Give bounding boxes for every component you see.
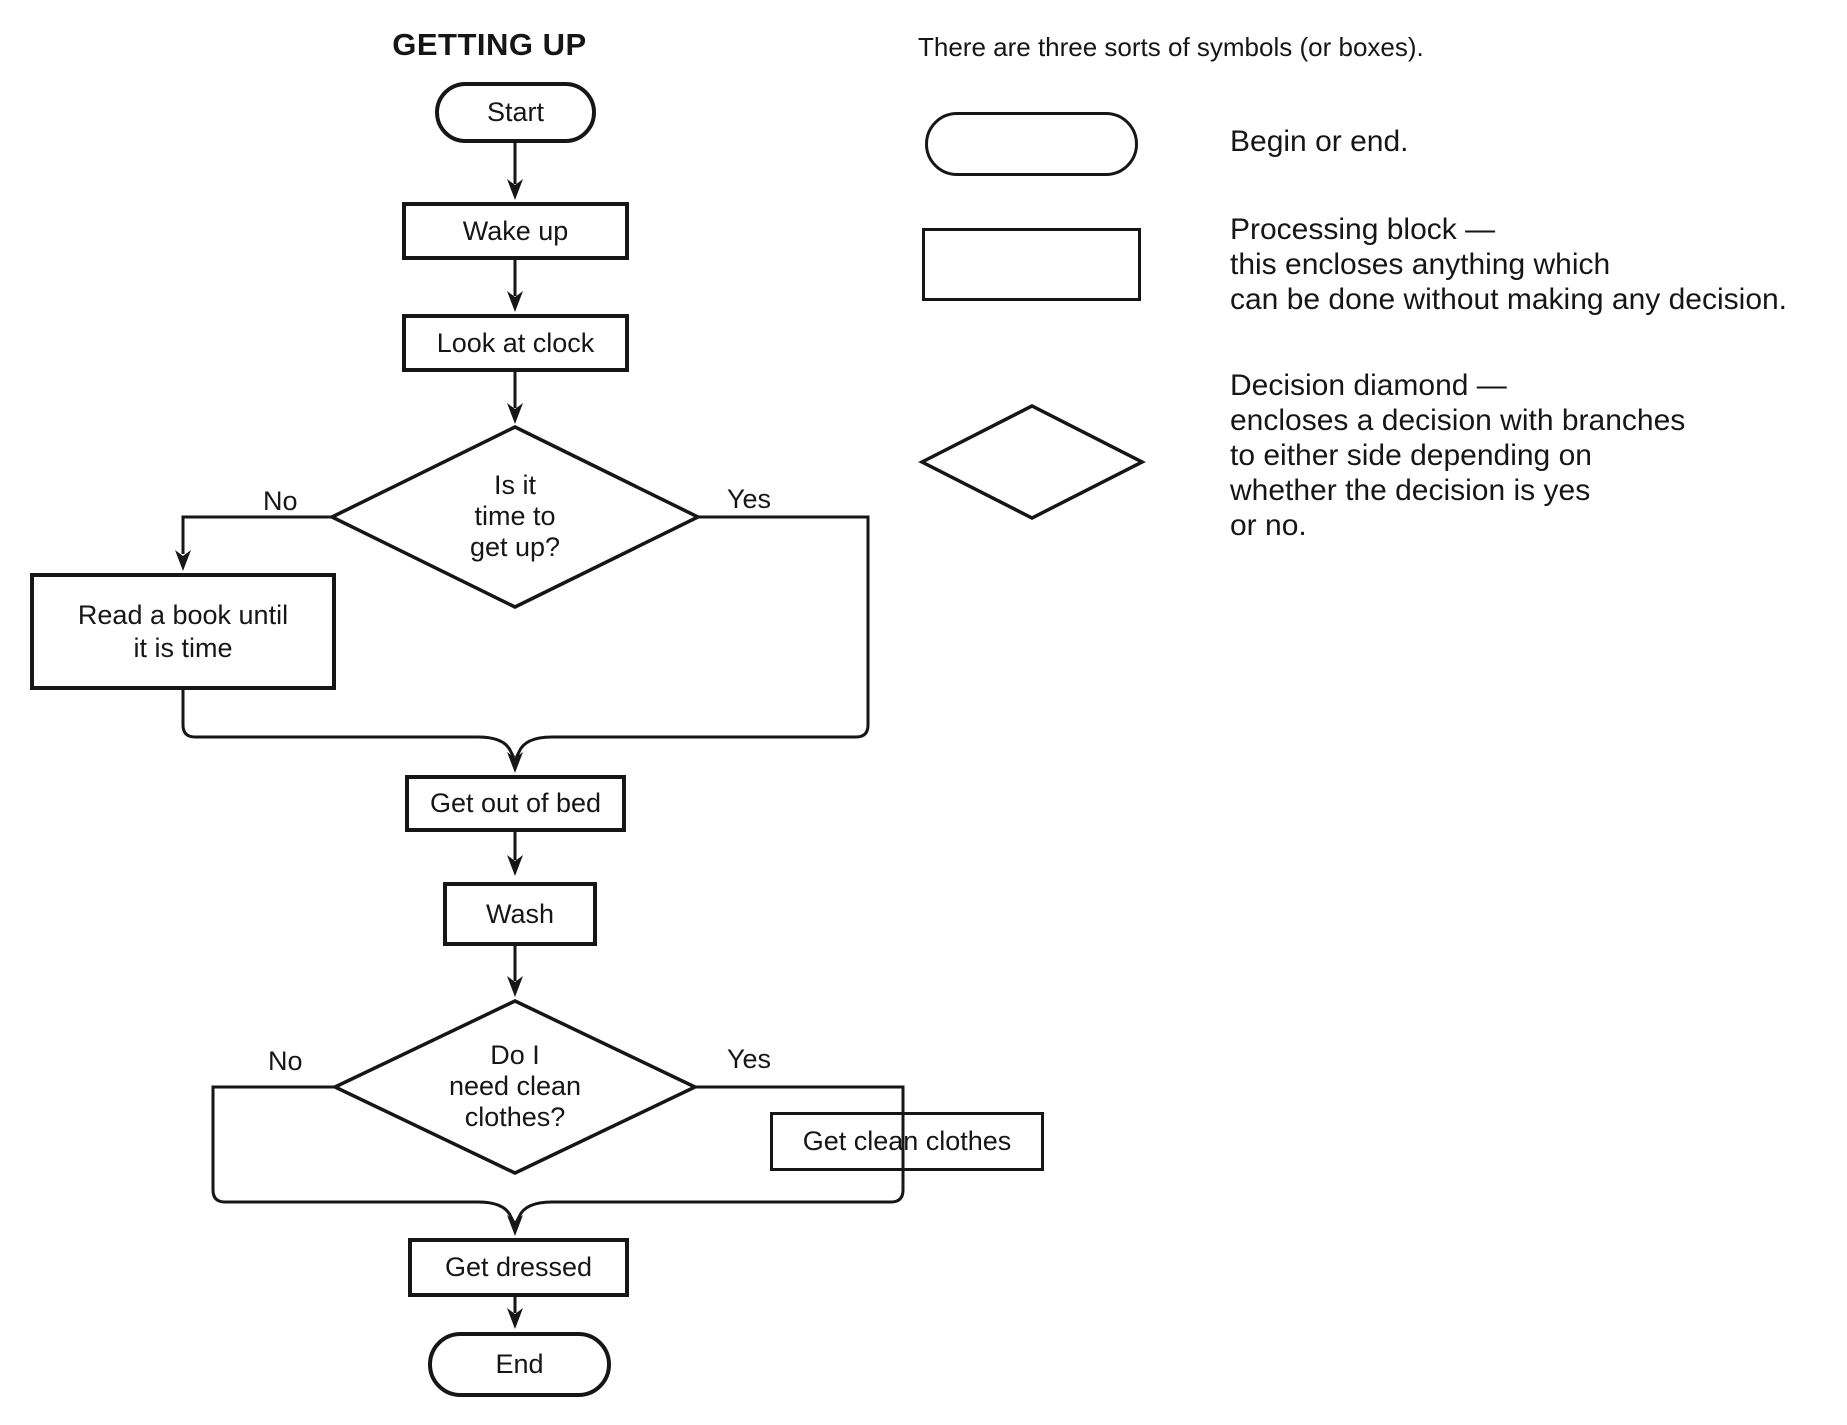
decision1-line3: get up? — [469, 532, 561, 562]
decision2-line3: clothes? — [464, 1102, 566, 1132]
legend-decision-diamond-symbol — [922, 406, 1142, 518]
decision1-line1: Is it — [493, 470, 536, 500]
legend-processing-line2: this encloses anything which — [1230, 248, 1611, 281]
legend-decision-line4: whether the decision is yes — [1230, 474, 1591, 507]
legend-decision-line1: Decision diamond — — [1230, 369, 1507, 402]
read-book-node — [30, 573, 336, 690]
legend-processing-line3: can be done without making any decision. — [1230, 283, 1788, 316]
page-title: GETTING UP — [392, 27, 587, 62]
look-at-clock-node: Look at clock — [402, 314, 629, 372]
legend-decision-line5: or no. — [1230, 509, 1307, 542]
legend-processing-text — [1230, 212, 1787, 317]
legend-decision-line3: to either side depending on — [1230, 439, 1592, 472]
legend-decision-line2: encloses a decision with branches — [1230, 404, 1686, 437]
arrowhead-merge2-to-getdressed — [507, 1215, 523, 1236]
no1-branch-line — [183, 517, 332, 554]
legend-heading: There are three sorts of symbols (or boxes). — [918, 32, 1424, 62]
get-dressed-node: Get dressed — [408, 1238, 629, 1297]
legend-begin-end-label: Begin or end. — [1230, 125, 1409, 158]
decision2-no-label: No — [268, 1046, 303, 1076]
decision2-text — [415, 1040, 615, 1133]
legend-decision-text — [1230, 368, 1685, 543]
readbook-to-merge-line — [183, 689, 514, 758]
legend-processing-line1: Processing block — — [1230, 213, 1496, 246]
decision1-text — [415, 470, 615, 563]
start-node: Start — [435, 82, 596, 143]
decision2-yes-label: Yes — [727, 1044, 772, 1074]
wash-node: Wash — [443, 882, 597, 946]
decision2-line1: Do I — [490, 1040, 540, 1070]
legend-begin-end-symbol — [925, 112, 1138, 176]
read-book-line2: it is time — [133, 632, 233, 663]
get-clean-clothes-node: Get clean clothes — [770, 1112, 1044, 1171]
decision1-no-label: No — [263, 486, 298, 516]
arrowhead-merge1-to-getbed — [507, 752, 523, 773]
end-node: End — [428, 1332, 611, 1397]
decision1-yes-label: Yes — [727, 484, 772, 514]
wake-up-node: Wake up — [402, 202, 629, 260]
read-book-line1: Read a book until — [77, 599, 289, 630]
legend-processing-symbol — [922, 228, 1141, 301]
decision2-line2: need clean — [448, 1071, 582, 1101]
get-out-of-bed-node: Get out of bed — [405, 775, 626, 832]
decision1-line2: time to — [474, 501, 556, 531]
